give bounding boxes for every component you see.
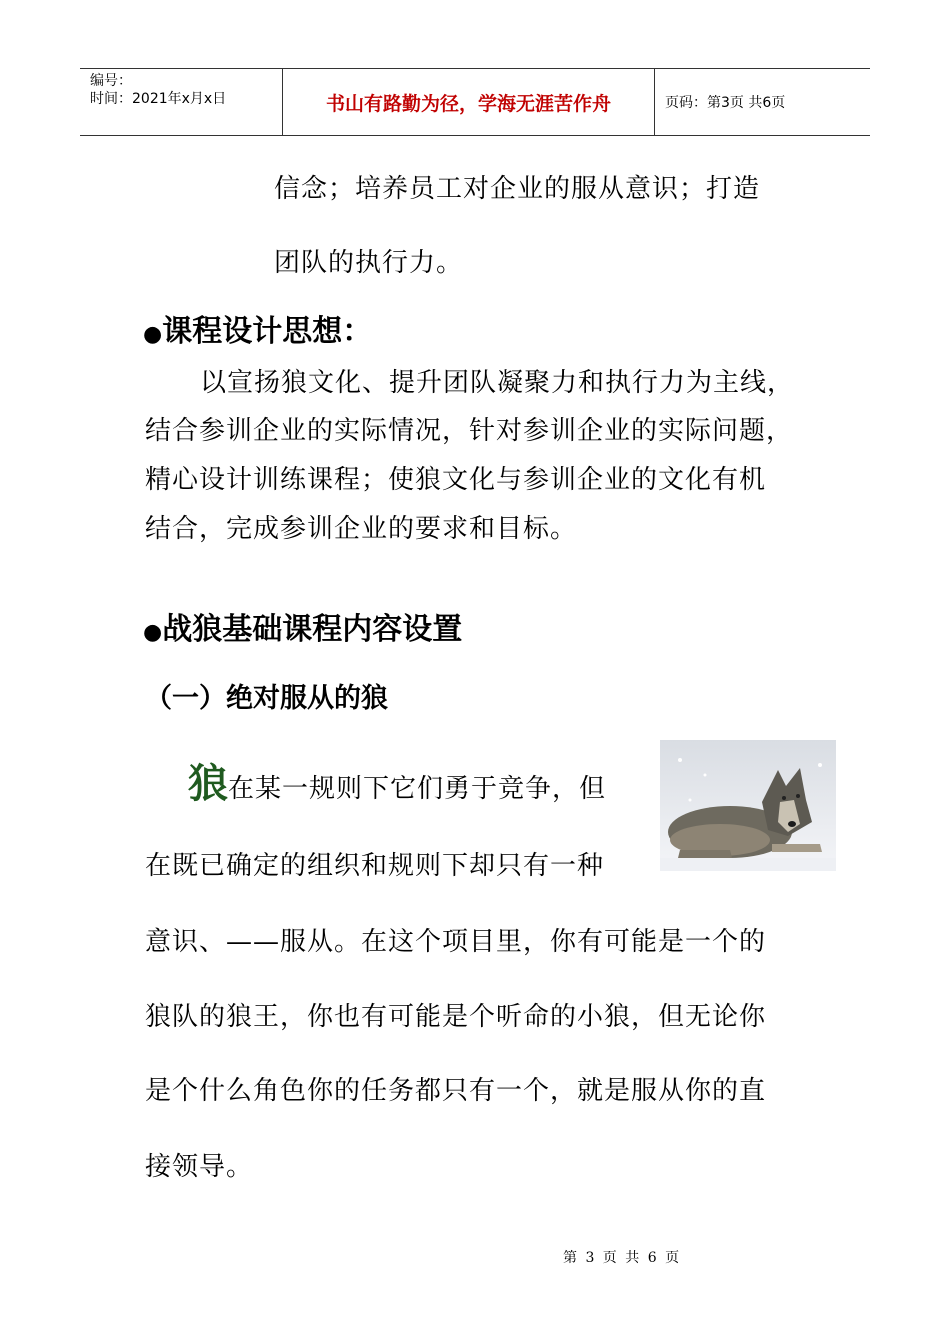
paragraph-line: 结合参训企业的实际情况，针对参训企业的实际问题， [145,416,794,446]
bullet-icon: ● [143,322,163,347]
section-title: 战狼基础课程内容设置 [162,612,463,647]
subsection-title: （一）绝对服从的狼 [145,683,388,714]
header-meta [80,69,283,135]
paragraph-line: 意识、——服从。在这个项目里，你有可能是一个的 [145,927,767,957]
paragraph-line: 狼队的狼王，你也有可能是个听命的小狼，但无论你 [145,1002,767,1032]
paragraph-line: 是个什么角色你的任务都只有一个，就是服从你的直 [145,1076,767,1106]
wolf-photo [660,740,836,871]
header-time: 时间：2021年x月x日 [90,91,227,107]
header-motto: 书山有路勤为径，学海无涯苦作舟 [283,69,655,135]
bullet-icon: ● [143,620,163,645]
section-heading-courses [143,604,462,648]
paragraph-line: 在既已确定的组织和规则下却只有一种 [145,851,605,881]
section-title: 课程设计思想： [162,314,373,349]
drop-cap: 狼 [188,760,228,807]
intro-line-1: 信念；培养员工对企业的服从意识；打造 [274,174,761,204]
page-footer: 第 3 页 共 6 页 [563,1250,682,1266]
paragraph-line: 接领导。 [145,1152,254,1182]
page-header [80,68,870,136]
section-heading-design [143,306,372,350]
intro-line-2: 团队的执行力。 [274,248,464,278]
paragraph-line: 结合，完成参训企业的要求和目标。 [145,514,578,544]
paragraph-line: 精心设计训练课程；使狼文化与参训企业的文化有机 [145,465,767,495]
header-page-number: 页码：第3页 共6页 [665,95,786,111]
wolf-paragraph-first-line [188,752,606,809]
paragraph-line: 在某一规则下它们勇于竞争，但 [228,774,607,804]
header-number: 编号： [90,73,132,89]
paragraph-line: 以宣扬狼文化、提升团队凝聚力和执行力为主线， [200,368,795,398]
